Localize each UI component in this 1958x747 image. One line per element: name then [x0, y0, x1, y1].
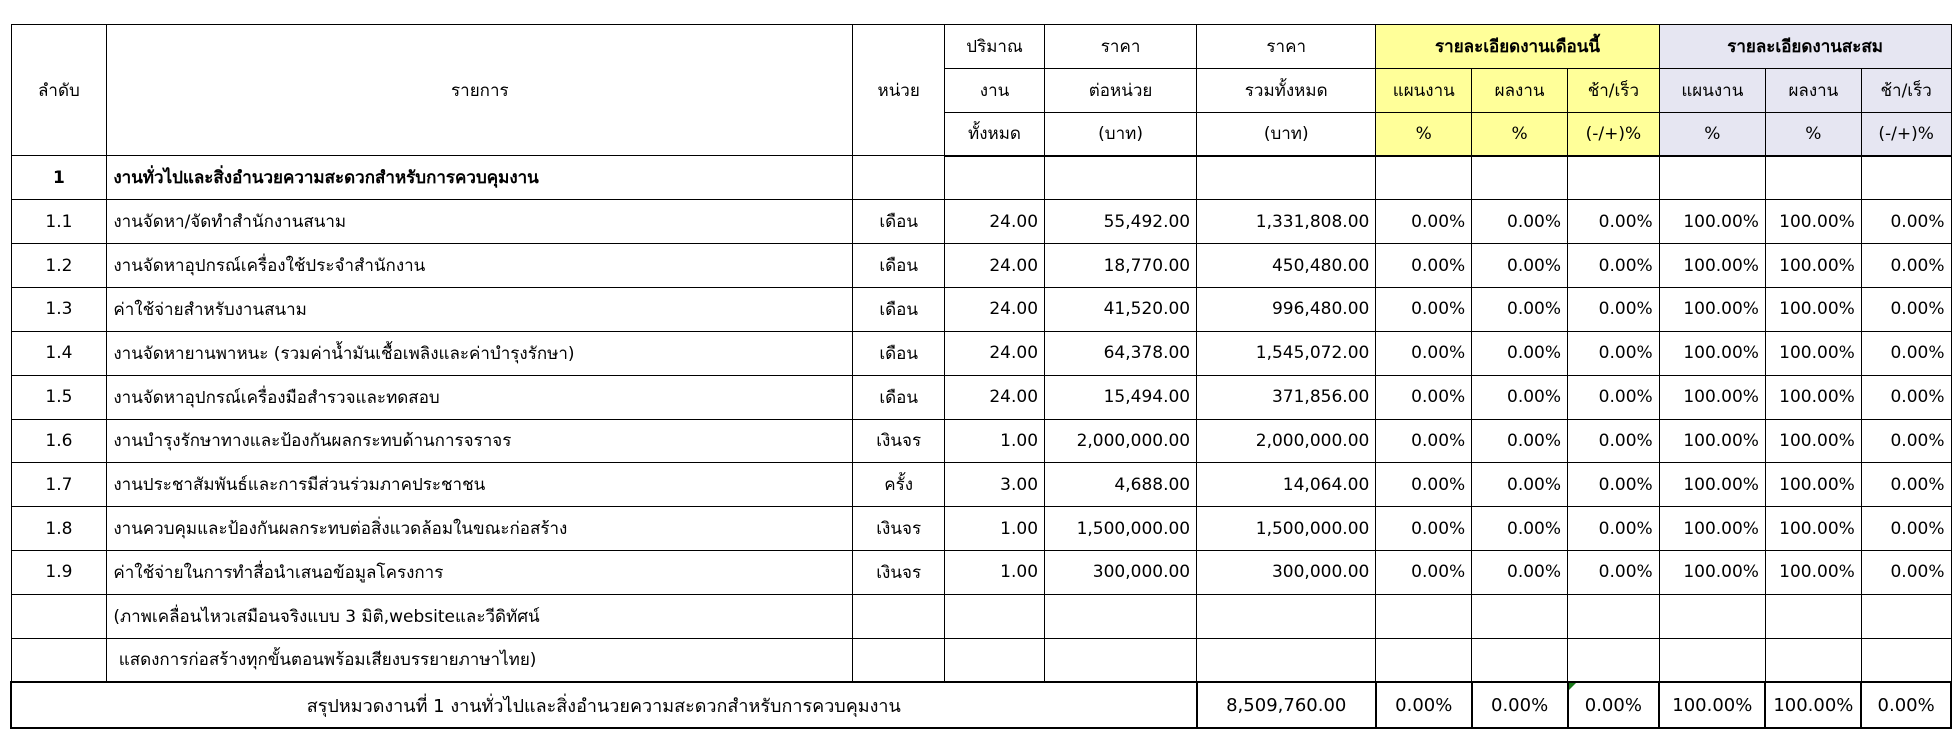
row-unit: เดือน: [853, 375, 945, 419]
row-month-diff: 0.00%: [1568, 288, 1660, 332]
table-row: [11, 200, 1951, 244]
row-total: 996,480.00: [1197, 288, 1376, 332]
row-cum-diff: 0.00%: [1861, 419, 1951, 463]
table-row: [11, 244, 1951, 288]
header-cum-diff-unit: (-/+)%: [1861, 112, 1951, 156]
row-unit-price: 2,000,000.00: [1045, 419, 1197, 463]
row-item: ค่าใช้จ่ายในการทำสื่อนำเสนอข้อมูลโครงการ: [107, 550, 853, 594]
row-month-plan: 0.00%: [1376, 244, 1472, 288]
row-no: 1.4: [11, 331, 107, 375]
row-cum-plan: 100.00%: [1659, 244, 1765, 288]
header-no: ลำดับ: [11, 25, 107, 156]
row-cum-result: 100.00%: [1765, 419, 1861, 463]
row-cum-diff: 0.00%: [1861, 507, 1951, 551]
row-month-diff: 0.00%: [1568, 419, 1660, 463]
row-unit: เดือน: [853, 331, 945, 375]
row-cum-result: 100.00%: [1765, 375, 1861, 419]
row-month-result: 0.00%: [1472, 419, 1568, 463]
table-row: [11, 507, 1951, 551]
summary-cum-plan: 100.00%: [1659, 682, 1765, 728]
row-total: 1,500,000.00: [1197, 507, 1376, 551]
row-qty: 1.00: [945, 419, 1045, 463]
row-item: งานประชาสัมพันธ์และการมีส่วนร่วมภาคประชาชน: [107, 463, 853, 507]
header-cum-result: ผลงาน: [1765, 68, 1861, 112]
row-qty: 1.00: [945, 507, 1045, 551]
row-unit-price: 1,500,000.00: [1045, 507, 1197, 551]
header-cum-plan-unit: %: [1659, 112, 1765, 156]
header-qty-2: งาน: [945, 68, 1045, 112]
row-month-diff: 0.00%: [1568, 200, 1660, 244]
row-unit-price: 41,520.00: [1045, 288, 1197, 332]
row-total: 371,856.00: [1197, 375, 1376, 419]
row-month-result: 0.00%: [1472, 288, 1568, 332]
row-no: 1.2: [11, 244, 107, 288]
header-month-result-unit: %: [1472, 112, 1568, 156]
group-no: 1: [11, 156, 107, 200]
header-unit: หน่วย: [853, 25, 945, 156]
row-item: ค่าใช้จ่ายสำหรับงานสนาม: [107, 288, 853, 332]
row-cum-diff: 0.00%: [1861, 200, 1951, 244]
summary-cum-result: 100.00%: [1765, 682, 1861, 728]
header-unit-price-1: ราคา: [1045, 25, 1197, 69]
row-qty: 1.00: [945, 550, 1045, 594]
row-month-diff: 0.00%: [1568, 550, 1660, 594]
row-unit: เดือน: [853, 200, 945, 244]
row-cum-result: 100.00%: [1765, 200, 1861, 244]
row-item: งานจัดหาอุปกรณ์เครื่องใช้ประจำสำนักงาน: [107, 244, 853, 288]
row-cum-result: 100.00%: [1765, 550, 1861, 594]
row-month-diff: 0.00%: [1568, 507, 1660, 551]
row-no: 1.5: [11, 375, 107, 419]
row-month-result: 0.00%: [1472, 200, 1568, 244]
row-month-diff: 0.00%: [1568, 463, 1660, 507]
row-month-plan: 0.00%: [1376, 288, 1472, 332]
row-no: 1.1: [11, 200, 107, 244]
row-total: 2,000,000.00: [1197, 419, 1376, 463]
row-total: 14,064.00: [1197, 463, 1376, 507]
row-total: 1,545,072.00: [1197, 331, 1376, 375]
header-month-diff-unit: (-/+)%: [1568, 112, 1660, 156]
table-row: [11, 288, 1951, 332]
row-qty: 24.00: [945, 288, 1045, 332]
data-rows: [11, 200, 1951, 595]
row-month-result: 0.00%: [1472, 331, 1568, 375]
table-row: [11, 463, 1951, 507]
row-cum-result: 100.00%: [1765, 463, 1861, 507]
row-unit: เดือน: [853, 244, 945, 288]
row-no: 1.7: [11, 463, 107, 507]
row-cum-diff: 0.00%: [1861, 375, 1951, 419]
row-unit-price: 64,378.00: [1045, 331, 1197, 375]
summary-month-result: 0.00%: [1472, 682, 1568, 728]
row-unit-price: 55,492.00: [1045, 200, 1197, 244]
progress-table: [10, 24, 1952, 729]
row-qty: 24.00: [945, 200, 1045, 244]
row-month-diff: 0.00%: [1568, 244, 1660, 288]
row-month-result: 0.00%: [1472, 550, 1568, 594]
row-cum-diff: 0.00%: [1861, 550, 1951, 594]
header-unit-price-3: (บาท): [1045, 112, 1197, 156]
header-qty-3: ทั้งหมด: [945, 112, 1045, 156]
row-unit: เงินจร: [853, 550, 945, 594]
row-qty: 24.00: [945, 375, 1045, 419]
row-total: 1,331,808.00: [1197, 200, 1376, 244]
row-month-plan: 0.00%: [1376, 419, 1472, 463]
row-unit: ครั้ง: [853, 463, 945, 507]
row-item: งานจัดหา/จัดทำสำนักงานสนาม: [107, 200, 853, 244]
row-month-plan: 0.00%: [1376, 375, 1472, 419]
row-unit-price: 4,688.00: [1045, 463, 1197, 507]
row-month-plan: 0.00%: [1376, 507, 1472, 551]
summary-cum-diff: 0.00%: [1861, 682, 1951, 728]
summary-label: สรุปหมวดงานที่ 1 งานทั่วไปและสิ่งอำนวยความสะดวกสำหรับการควบคุมงาน: [11, 682, 1197, 728]
row-month-diff: 0.00%: [1568, 375, 1660, 419]
row-unit-price: 300,000.00: [1045, 550, 1197, 594]
header-total-price-3: (บาท): [1197, 112, 1376, 156]
table-row: [11, 375, 1951, 419]
row-cum-diff: 0.00%: [1861, 288, 1951, 332]
row-unit: เดือน: [853, 288, 945, 332]
row-unit-price: 18,770.00: [1045, 244, 1197, 288]
row-item: งานควบคุมและป้องกันผลกระทบต่อสิ่งแวดล้อมในขณะก่อสร้าง: [107, 507, 853, 551]
row-no: 1.6: [11, 419, 107, 463]
row-cum-result: 100.00%: [1765, 331, 1861, 375]
note-row: [11, 638, 1951, 682]
row-month-result: 0.00%: [1472, 463, 1568, 507]
header-month-result: ผลงาน: [1472, 68, 1568, 112]
note-line-2: แสดงการก่อสร้างทุกขั้นตอนพร้อมเสียงบรรยายภาษาไทย): [107, 638, 853, 682]
row-month-result: 0.00%: [1472, 244, 1568, 288]
table-row: [11, 550, 1951, 594]
row-cum-result: 100.00%: [1765, 507, 1861, 551]
header-cum-result-unit: %: [1765, 112, 1861, 156]
row-month-result: 0.00%: [1472, 375, 1568, 419]
header-cumulative: รายละเอียดงานสะสม: [1659, 25, 1951, 69]
row-no: 1.9: [11, 550, 107, 594]
row-month-plan: 0.00%: [1376, 331, 1472, 375]
row-item: งานจัดหาอุปกรณ์เครื่องมือสำรวจและทดสอบ: [107, 375, 853, 419]
group-title: งานทั่วไปและสิ่งอำนวยความสะดวกสำหรับการควบคุมงาน: [107, 156, 853, 200]
row-month-plan: 0.00%: [1376, 463, 1472, 507]
note-line-1: (ภาพเคลื่อนไหวเสมือนจริงแบบ 3 มิติ,websiteและวีดิทัศน์: [107, 594, 853, 638]
row-unit-price: 15,494.00: [1045, 375, 1197, 419]
header-month-plan-unit: %: [1376, 112, 1472, 156]
row-cum-plan: 100.00%: [1659, 375, 1765, 419]
row-cum-result: 100.00%: [1765, 288, 1861, 332]
header-month-plan: แผนงาน: [1376, 68, 1472, 112]
header-qty-1: ปริมาณ: [945, 25, 1045, 69]
row-cum-diff: 0.00%: [1861, 331, 1951, 375]
row-cum-plan: 100.00%: [1659, 550, 1765, 594]
row-cum-plan: 100.00%: [1659, 419, 1765, 463]
row-cum-plan: 100.00%: [1659, 507, 1765, 551]
row-item: งานบำรุงรักษาทางและป้องกันผลกระทบด้านการจราจร: [107, 419, 853, 463]
row-cum-plan: 100.00%: [1659, 463, 1765, 507]
row-item: งานจัดหายานพาหนะ (รวมค่าน้ำมันเชื้อเพลิงและค่าบำรุงรักษา): [107, 331, 853, 375]
row-qty: 3.00: [945, 463, 1045, 507]
row-cum-diff: 0.00%: [1861, 244, 1951, 288]
row-cum-diff: 0.00%: [1861, 463, 1951, 507]
header-this-month: รายละเอียดงานเดือนนี้: [1376, 25, 1659, 69]
row-month-plan: 0.00%: [1376, 200, 1472, 244]
row-month-plan: 0.00%: [1376, 550, 1472, 594]
summary-row: [11, 682, 1951, 728]
row-qty: 24.00: [945, 244, 1045, 288]
row-unit: เงินจร: [853, 507, 945, 551]
row-cum-result: 100.00%: [1765, 244, 1861, 288]
row-month-diff: 0.00%: [1568, 331, 1660, 375]
row-qty: 24.00: [945, 331, 1045, 375]
header-item: รายการ: [107, 25, 853, 156]
note-row: [11, 594, 1951, 638]
summary-month-diff: 0.00%: [1568, 682, 1660, 728]
row-cum-plan: 100.00%: [1659, 331, 1765, 375]
header-total-price-1: ราคา: [1197, 25, 1376, 69]
row-month-result: 0.00%: [1472, 507, 1568, 551]
row-total: 300,000.00: [1197, 550, 1376, 594]
header-month-diff: ช้า/เร็ว: [1568, 68, 1660, 112]
summary-total: 8,509,760.00: [1197, 682, 1376, 728]
header-unit-price-2: ต่อหน่วย: [1045, 68, 1197, 112]
header-cum-plan: แผนงาน: [1659, 68, 1765, 112]
row-cum-plan: 100.00%: [1659, 200, 1765, 244]
header-cum-diff: ช้า/เร็ว: [1861, 68, 1951, 112]
summary-month-plan: 0.00%: [1376, 682, 1472, 728]
row-no: 1.3: [11, 288, 107, 332]
group-row: [11, 156, 1951, 200]
table-row: [11, 419, 1951, 463]
row-total: 450,480.00: [1197, 244, 1376, 288]
table-row: [11, 331, 1951, 375]
header-total-price-2: รวมทั้งหมด: [1197, 68, 1376, 112]
row-cum-plan: 100.00%: [1659, 288, 1765, 332]
row-no: 1.8: [11, 507, 107, 551]
row-unit: เงินจร: [853, 419, 945, 463]
